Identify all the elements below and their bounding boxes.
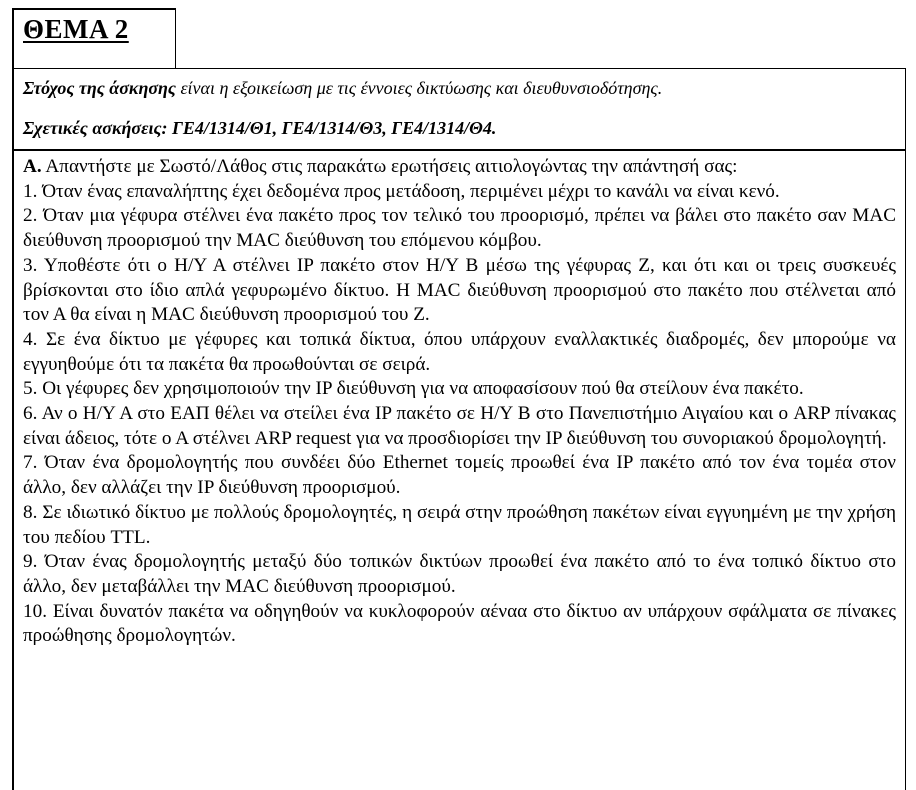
question-list: [23, 151, 896, 649]
question-item: 3. Υποθέστε ότι ο Η/Υ Α στέλνει IP πακέτο στον Η/Υ Β μέσω της γέφυρας Ζ, και ότι και οι τρεις συσκευές βρίσκονται στο ίδιο απλά γεφυρωμένο δίκτυο. Η MAC διεύθυνση προορισμού στο πακέτο που στέλνεται από τον Α θα είναι η MAC διεύθυνση προορισμού του Ζ.: [23, 254, 896, 326]
question-item: 6. Αν ο Η/Υ Α στο ΕΑΠ θέλει να στείλει ένα IP πακέτο σε Η/Υ Β στο Πανεπιστήμιο Αιγαίου και ο ARP πίνακας είναι άδειος, τότε ο Α στέλνει ARP request για να προσδιορίσει την IP διεύθυνση του συνοριακού δρομολογητή.: [23, 403, 896, 449]
question-item: 4. Σε ένα δίκτυο με γέφυρες και τοπικά δίκτυα, όπου υπάρχουν εναλλακτικές διαδρομές, δεν μπορούμε να εγγυηθούμε ότι τα πακέτα θα προωθούνται σε σειρά.: [23, 328, 896, 375]
related-text: ΓΕ4/1314/Θ1, ΓΕ4/1314/Θ3, ΓΕ4/1314/Θ4.: [167, 118, 497, 138]
goal-label: Στόχος της άσκησης: [23, 78, 176, 98]
question-item: 8. Σε ιδιωτικό δίκτυο με πολλούς δρομολογητές, η σειρά στην προώθηση πακέτων είναι εγγυημένη με την χρήση του πεδίου TTL.: [23, 501, 896, 548]
question-item: 7. Όταν ένα δρομολογητής που συνδέει δύο Ethernet τομείς προωθεί ένα IP πακέτο από τον ένα τομέα στον άλλο, δεν αλλάζει την IP διεύθυνση προορισμού.: [23, 452, 896, 499]
goal-text: είναι η εξοικείωση με τις έννοιες δικτύωσης και διευθυνσιοδότησης.: [175, 78, 663, 98]
question-item: 5. Οι γέφυρες δεν χρησιμοποιούν την IP διεύθυνση για να αποφασίσουν πού θα στείλουν ένα πακέτο.: [23, 378, 804, 400]
title-box: [12, 8, 176, 68]
section-intro-text: Απαντήστε με Σωστό/Λάθος στις παρακάτω ερωτήσεις αιτιολογώντας την απάντησή σας:: [41, 156, 738, 177]
section-label: Α.: [23, 156, 42, 177]
question-item: 9. Όταν ένας δρομολογητής μεταξύ δύο τοπικών δικτύων προωθεί ένα πακέτο από το ένα τοπικό δίκτυο στο άλλο, δεν μεταβάλλει την MAC διεύθυνση προορισμού.: [23, 551, 896, 597]
goal-box: [12, 68, 906, 150]
section-intro: [23, 155, 896, 180]
question-item: 10. Είναι δυνατόν πακέτα να οδηγηθούν να κυκλοφορούν αέναα στο δίκτυο αν υπάρχουν σφάλματα σε πίνακες προώθησης δρομολογητών.: [23, 600, 896, 647]
related-label: Σχετικές ασκήσεις:: [23, 118, 168, 138]
goal-line: [23, 77, 662, 99]
question-item: 1. Όταν ένας επαναλήπτης έχει δεδομένα προς μετάδοση, περιμένει μέχρι το κανάλι να είναι κενό.: [23, 180, 780, 202]
question-item: 2. Όταν μια γέφυρα στέλνει ένα πακέτο προς τον τελικό του προορισμό, πρέπει να βάλει στο πακέτο σαν MAC διεύθυνση προορισμού την MAC διεύθυνση του επόμενου κόμβου.: [23, 205, 896, 252]
related-line: [23, 117, 496, 139]
page-title: ΘΕΜΑ 2: [23, 14, 129, 44]
questions-box: [12, 150, 906, 790]
